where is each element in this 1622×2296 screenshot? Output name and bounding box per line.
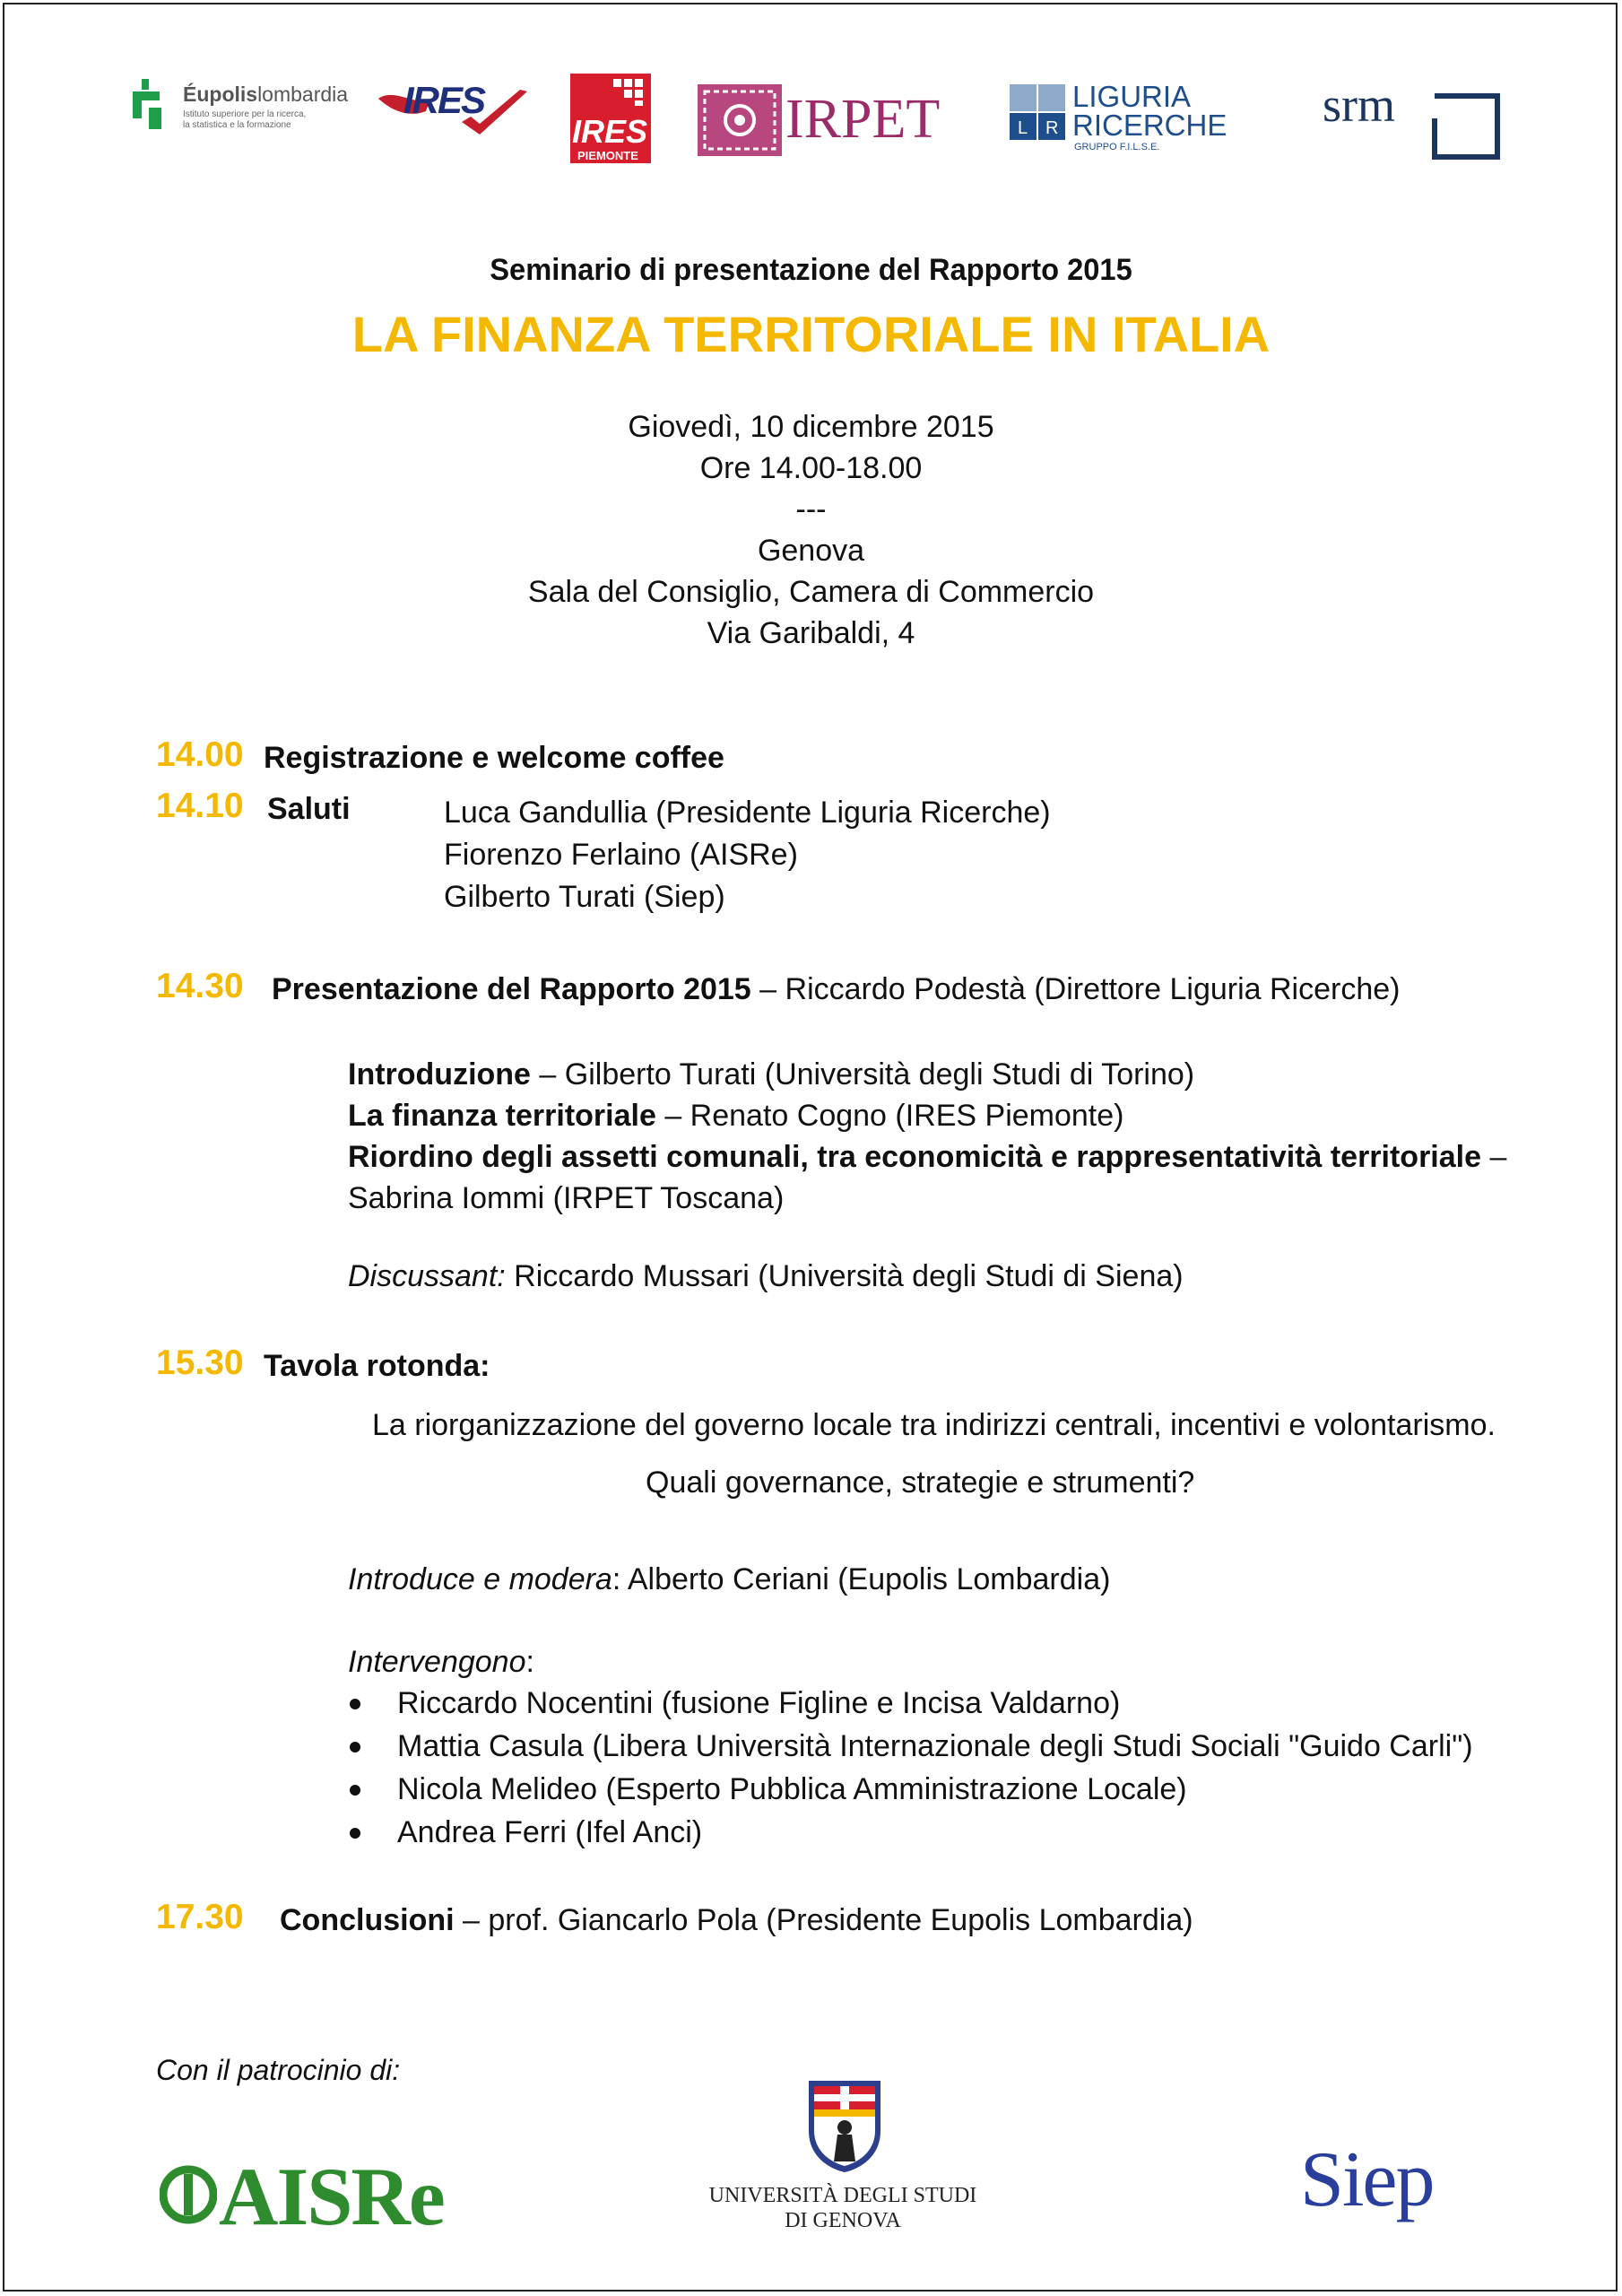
discussant-name: Riccardo Mussari (Università degli Studi di Siena) <box>505 1259 1184 1293</box>
speaker-name: Riccardo Nocentini (fusione Figline e Incisa Valdarno) <box>397 1686 1121 1720</box>
talk-reorg-title: Riordino degli assetti comunali, tra economicità e rappresentatività territoriale <box>348 1140 1482 1174</box>
report-presentation-speaker: – Riccardo Podestà (Direttore Liguria Ricerche) <box>750 972 1401 1006</box>
conclusions-label: Conclusioni <box>280 1903 455 1937</box>
list-item <box>348 1729 1473 1772</box>
report-presentation <box>272 972 1400 1007</box>
logo-unige <box>681 2079 1004 2249</box>
event-city: Genova <box>757 534 865 568</box>
bullet-icon <box>350 1828 360 1839</box>
list-item <box>348 1815 1473 1858</box>
logo-irpet <box>698 84 949 156</box>
eupolis-tagline-2: la statistica e la formazione <box>183 120 291 130</box>
liguria-line1: LIGURIA <box>1072 80 1192 113</box>
logo-aisre <box>160 2152 536 2242</box>
logo-liguria-ricerche <box>1010 80 1261 156</box>
logo-siep <box>1300 2135 1479 2233</box>
bullet-icon <box>350 1699 360 1709</box>
speaker-name: Andrea Ferri (Ifel Anci) <box>397 1815 703 1849</box>
bullet-icon <box>350 1785 360 1796</box>
discussant-label: Discussant: <box>348 1259 506 1293</box>
moderator <box>348 1562 1110 1597</box>
patronage-label: Con il patrocinio di: <box>156 2054 401 2086</box>
ires-text: IRES <box>403 79 485 121</box>
eupolis-tagline-1: Istituto superiore per la ricerca, <box>183 109 307 119</box>
registration-label: Registrazione e welcome coffee <box>264 741 724 775</box>
talk-finance <box>348 1095 1506 1136</box>
roundtable-label: Tavola rotonda: <box>264 1349 490 1383</box>
liguria-squares-icon <box>1010 84 1067 142</box>
talk-reorg <box>348 1136 1506 1178</box>
eupolis-mark-icon <box>133 79 172 133</box>
talk-reorg-dash: – <box>1481 1140 1507 1174</box>
irpet-pattern-icon <box>698 84 782 156</box>
logo-eupolis <box>133 77 357 140</box>
greetings-speaker-1: Luca Gandullia (Presidente Liguria Ricerche) <box>444 796 1051 830</box>
talk-intro-title: Introduzione <box>348 1057 531 1091</box>
roundtable-topic-2: Quali governance, strategie e strumenti? <box>646 1465 1195 1500</box>
ires-piemonte-grid-icon <box>613 79 646 106</box>
talk-intro <box>348 1054 1506 1095</box>
aisre-text: AISRe <box>219 2151 444 2242</box>
time-1530: 15.30 <box>156 1344 244 1382</box>
event-separator: --- <box>795 492 827 526</box>
talk-intro-speaker: – Gilberto Turati (Università degli Studi di Torino) <box>530 1057 1195 1091</box>
event-address: Via Garibaldi, 4 <box>707 616 915 650</box>
aisre-mark-icon <box>160 2163 217 2226</box>
bullet-icon <box>350 1742 360 1752</box>
unige-line-2: DI GENOVA <box>785 2209 901 2232</box>
time-1400: 14.00 <box>156 735 244 774</box>
event-hours: Ore 14.00-18.00 <box>699 451 923 485</box>
discussant <box>348 1259 1184 1294</box>
eupolis-suffix: lombardia <box>257 83 349 106</box>
logo-srm <box>1323 78 1502 163</box>
eupolis-brand: Éupolis <box>183 83 258 106</box>
logo-ires <box>377 75 529 138</box>
roundtable-topic-1: La riorganizzazione del governo locale tra indirizzi centrali, incentivi e volontarismo. <box>372 1408 1496 1442</box>
list-item <box>348 1772 1473 1815</box>
event-date: Giovedì, 10 dicembre 2015 <box>628 410 994 444</box>
logo-ires-piemonte <box>570 74 651 163</box>
greetings-label: Saluti <box>267 792 351 826</box>
event-venue: Sala del Consiglio, Camera di Commercio <box>527 575 1095 609</box>
liguria-line2: RICERCHE <box>1072 109 1227 142</box>
srm-text: srm <box>1323 78 1395 132</box>
unige-line-1: UNIVERSITÀ DEGLI STUDI <box>708 2184 977 2207</box>
conclusions-speaker: – prof. Giancarlo Pola (Presidente Eupolis Lombardia) <box>454 1903 1193 1937</box>
greetings-speaker-2: Fiorenzo Ferlaino (AISRe) <box>444 838 798 872</box>
irpet-text: IRPET <box>785 89 941 150</box>
srm-frame-icon <box>1432 93 1500 160</box>
speakers-colon: : <box>525 1645 534 1679</box>
moderator-label: Introduce e modera <box>348 1562 612 1596</box>
ires-piemonte-sub: PIEMONTE <box>577 149 638 162</box>
speakers-list <box>348 1686 1473 1858</box>
greetings-speaker-3: Gilberto Turati (Siep) <box>444 880 725 914</box>
seminar-subtitle: Seminario di presentazione del Rapporto 2015 <box>490 253 1132 287</box>
speaker-name: Nicola Melideo (Esperto Pubblica Amministrazione Locale) <box>397 1772 1187 1806</box>
time-1430: 14.30 <box>156 967 244 1005</box>
moderator-name: : Alberto Ceriani (Eupolis Lombardia) <box>612 1562 1111 1596</box>
talk-reorg-speaker: Sabrina Iommi (IRPET Toscana) <box>348 1181 785 1215</box>
speakers-heading <box>348 1645 534 1680</box>
liguria-group: GRUPPO F.I.L.S.E. <box>1074 142 1160 152</box>
time-1730: 17.30 <box>156 1898 244 1936</box>
page-title: LA FINANZA TERRITORIALE IN ITALIA <box>351 306 1271 362</box>
list-item <box>348 1686 1473 1729</box>
siep-text: Siep <box>1300 2136 1434 2223</box>
report-presentation-label: Presentazione del Rapporto 2015 <box>272 972 751 1006</box>
ires-piemonte-text: IRES <box>572 113 648 150</box>
time-1410: 14.10 <box>156 787 244 825</box>
talk-finance-title: La finanza territoriale <box>348 1099 656 1133</box>
talk-finance-speaker: – Renato Cogno (IRES Piemonte) <box>655 1099 1124 1133</box>
speakers-label: Intervengono <box>348 1645 526 1679</box>
svg-text:R: R <box>1045 118 1059 138</box>
speaker-name: Mattia Casula (Libera Università Internazionale degli Studi Sociali "Guido Carli") <box>397 1729 1473 1763</box>
svg-text:L: L <box>1018 118 1028 138</box>
university-shield-icon <box>807 2079 882 2174</box>
conclusions <box>280 1903 1193 1938</box>
